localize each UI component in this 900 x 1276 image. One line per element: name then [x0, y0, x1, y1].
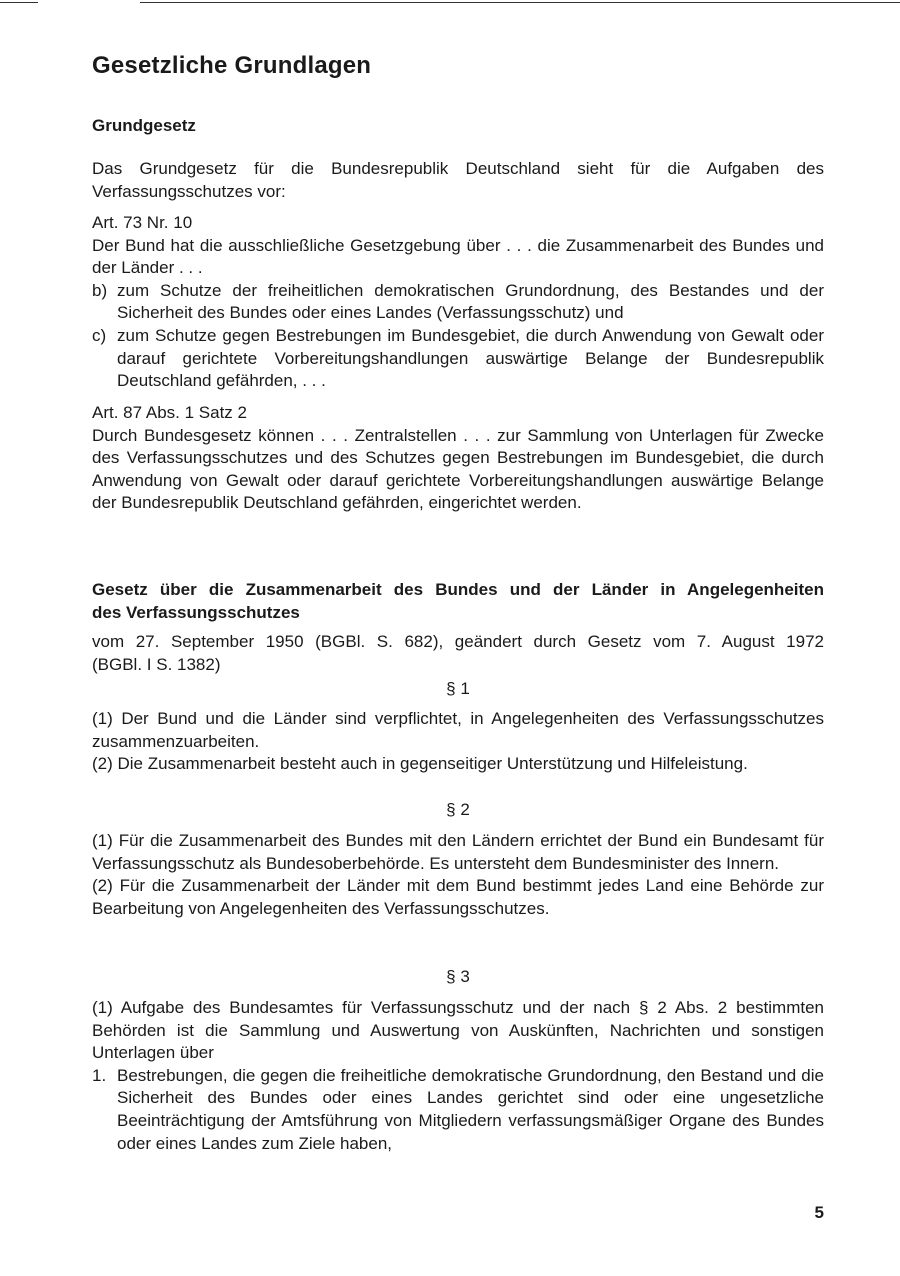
page-number: 5 [814, 1203, 824, 1222]
section-1-paragraph-1: (1) Der Bund und die Länder sind verpflichtet, in Angelegenheiten des Verfassungsschutzes zusammenzuarbeiten. [92, 709, 824, 751]
section-3-body [92, 997, 824, 1155]
art73-item-c [92, 325, 824, 393]
gesetz-date-line1: vom 27. September 1950 (BGBl. S. 682), geändert durch Gesetz vom 7. August 1972 [92, 632, 824, 651]
art73-block [92, 212, 824, 393]
section-3-item-1 [92, 1065, 824, 1155]
document-page [92, 0, 824, 1276]
section-heading-grundgesetz: Grundgesetz [92, 116, 196, 135]
art87-block [92, 402, 824, 515]
list-item-text: zum Schutze gegen Bestrebungen im Bundesgebiet, die durch Anwendung von Gewalt oder darauf gerichtete Vorbereitungshandlungen auswärtige Belange der Bundesrepublik Deutschland gefährden, . . . [117, 325, 824, 391]
top-rule-left [0, 2, 38, 3]
art87-text: Durch Bundesgesetz können . . . Zentralstellen . . . zur Sammlung von Unterlagen für Zwecke des Verfassungsschutzes und des Schutzes gegen Bestrebungen im Bundesgebiet, die durch Anwendung von Gewalt oder darauf gerichtete Vorbereitungshandlungen auswärtige Belange der Bundesrepublik Deutschland gefährden, eingerichtet werden. [92, 425, 824, 513]
list-marker: 1. [92, 1065, 107, 1085]
paragraph-sign-1: § 1 [446, 679, 470, 698]
gesetz-heading-line2: des Verfassungsschutzes [92, 603, 300, 622]
section-3-paragraph-1: (1) Aufgabe des Bundesamtes für Verfassungsschutz und der nach § 2 Abs. 2 bestimmten Behörden ist die Sammlung und Auswertung von Auskünften, Nachrichten und sonstigen Unterlagen über [92, 998, 824, 1063]
art73-item-b [92, 280, 824, 325]
section-2-body [92, 830, 824, 920]
section-1-paragraph-2: (2) Die Zusammenarbeit besteht auch in gegenseitiger Unterstützung und Hilfeleistung. [92, 754, 748, 774]
section-heading-gesetz [92, 578, 824, 624]
art87-reference: Art. 87 Abs. 1 Satz 2 [92, 403, 247, 422]
paragraph-sign-2: § 2 [446, 800, 470, 819]
art73-reference: Art. 73 Nr. 10 [92, 213, 193, 232]
section-1-body [92, 708, 824, 776]
list-item-text: Bestrebungen, die gegen die freiheitliche demokratische Grundordnung, den Bestand und die Sicherheit des Bundes oder eines Landes gerichtet sind oder eine ungesetzliche Beeinträchtigung der Amtsführung von Mitgliedern verfassungsmäßiger Organe des Bundes oder eines Landes zum Ziele haben, [117, 1065, 824, 1153]
section-2-paragraph-1: (1) Für die Zusammenarbeit des Bundes mit den Ländern errichtet der Bund ein Bundesamt für Verfassungsschutz als Bundesoberbehörde. Es untersteht dem Bundesminister des Innern. [92, 831, 824, 873]
paragraph-sign-3: § 3 [446, 967, 470, 986]
page-title: Gesetzliche Grundlagen [92, 52, 372, 79]
list-item-text: zum Schutze der freiheitlichen demokratischen Grundordnung, des Bestandes und der Sicherheit des Bundes oder eines Landes (Verfassungsschutz) und [117, 280, 824, 323]
gesetz-date-line2: (BGBl. I S. 1382) [92, 654, 221, 674]
list-marker: c) [92, 325, 107, 345]
gesetz-heading-line1: Gesetz über die Zusammenarbeit des Bundes und der Länder in Angelegenheiten [92, 580, 824, 599]
gesetz-date [92, 631, 824, 676]
art73-text: Der Bund hat die ausschließliche Gesetzgebung über . . . die Zusammenarbeit des Bundes und der Länder . . . [92, 235, 824, 278]
grundgesetz-intro: Das Grundgesetz für die Bundesrepublik Deutschland sieht für die Aufgaben des Verfassungsschutzes vor: [92, 159, 824, 201]
list-marker: b) [92, 280, 108, 300]
section-2-paragraph-2: (2) Für die Zusammenarbeit der Länder mit dem Bund bestimmt jedes Land eine Behörde zur Bearbeitung von Angelegenheiten des Verfassungsschutzes. [92, 876, 824, 918]
